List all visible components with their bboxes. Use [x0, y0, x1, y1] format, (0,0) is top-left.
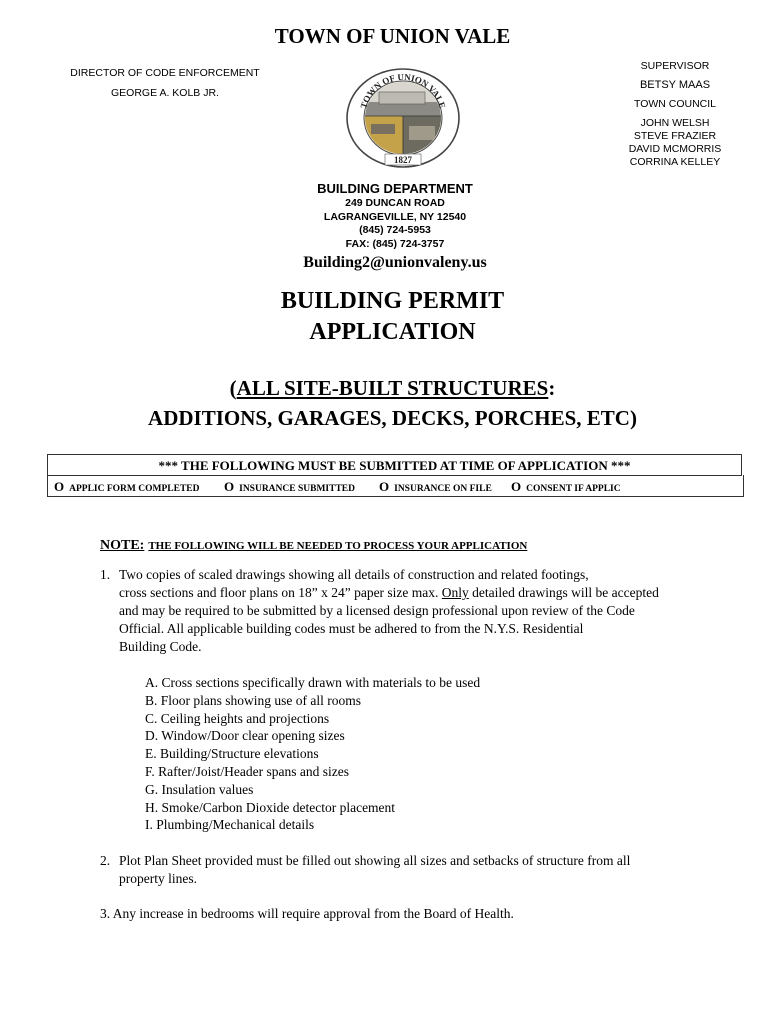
department-email: Building2@unionvaleny.us	[303, 254, 487, 271]
department-fax: FAX: (845) 724-3757	[345, 237, 445, 250]
checklist-item[interactable]	[54, 478, 199, 496]
officials-block	[600, 60, 750, 169]
checkbox-circle-icon: O	[511, 479, 522, 494]
document-subtitle	[0, 373, 770, 433]
checklist-item-label: INSURANCE ON FILE	[394, 484, 492, 494]
council-member: JOHN WELSH	[640, 117, 710, 129]
checklist-item[interactable]	[379, 478, 492, 496]
document-title-line2: APPLICATION	[309, 319, 476, 345]
requirement-line: Plot Plan Sheet provided must be filled out showing all sizes and setbacks of structure from all	[119, 853, 631, 868]
submission-header-box	[47, 454, 742, 476]
checklist-item-label: CONSENT IF APPLIC	[526, 484, 621, 494]
list-item: H. Smoke/Carbon Dioxide detector placement	[145, 799, 396, 815]
town-seal-logo	[345, 68, 461, 168]
checklist-item[interactable]	[511, 478, 621, 496]
requirement-line: cross sections and floor plans on 18” x 24” paper size max.	[119, 585, 442, 600]
checkbox-circle-icon: O	[379, 479, 390, 494]
requirement-item-3: 3. Any increase in bedrooms will require approval from the Board of Health.	[100, 906, 514, 921]
requirement-item-2	[100, 852, 740, 888]
supervisor-label: SUPERVISOR	[640, 60, 710, 72]
requirement-line: Official. All applicable building codes must be adhered to from the N.Y.S. Residential	[119, 621, 584, 636]
submission-header: *** THE FOLLOWING MUST BE SUBMITTED AT TIME OF APPLICATION ***	[158, 458, 631, 473]
list-item: C. Ceiling heights and projections	[145, 710, 330, 726]
department-title: BUILDING DEPARTMENT	[317, 181, 473, 196]
submission-checklist	[47, 475, 744, 497]
council-member: STEVE FRAZIER	[633, 130, 717, 142]
subtitle-open-paren: (	[229, 376, 237, 400]
director-label: DIRECTOR OF CODE ENFORCEMENT	[70, 67, 260, 79]
list-item: G. Insulation values	[145, 781, 254, 797]
subtitle-underlined: ALL SITE-BUILT STRUCTURES	[236, 376, 549, 400]
council-label: TOWN COUNCIL	[633, 98, 717, 110]
requirement-line: Building Code.	[119, 639, 202, 654]
list-item: B. Floor plans showing use of all rooms	[145, 692, 361, 708]
requirement-number: 2.	[100, 853, 111, 868]
requirement-line: and may be required to be submitted by a licensed design professional upon review of the Code	[119, 603, 635, 618]
note-label: NOTE:	[100, 538, 145, 553]
drawing-requirements-list	[145, 674, 480, 834]
document-title	[0, 286, 770, 348]
council-member: DAVID MCMORRIS	[628, 143, 722, 155]
requirement-number: 1.	[100, 567, 111, 582]
department-address-line2: LAGRANGEVILLE, NY 12540	[323, 210, 467, 223]
checklist-item[interactable]	[224, 478, 355, 496]
list-item: D. Window/Door clear opening sizes	[145, 728, 345, 744]
requirement-line: detailed drawings will be accepted	[468, 585, 659, 600]
department-phone: (845) 724-5953	[359, 224, 431, 236]
council-member: CORRINA KELLEY	[629, 156, 721, 168]
checkbox-circle-icon: O	[224, 479, 235, 494]
requirement-line: Two copies of scaled drawings showing all details of construction and related footings,	[119, 567, 589, 582]
subtitle-colon: :	[548, 376, 556, 400]
requirement-emphasis: Only	[441, 585, 469, 600]
document-title-line1: BUILDING PERMIT	[280, 288, 505, 314]
note-text: THE FOLLOWING WILL BE NEEDED TO PROCESS YOUR APPLICATION	[148, 540, 528, 552]
requirement-item-1	[100, 566, 740, 656]
list-item: A. Cross sections specifically drawn with materials to be used	[145, 675, 481, 690]
seal-year: 1827	[394, 155, 412, 165]
department-address-line1: 249 DUNCAN ROAD	[345, 197, 445, 209]
list-item: I. Plumbing/Mechanical details	[145, 817, 315, 833]
subtitle-line2: ADDITIONS, GARAGES, DECKS, PORCHES, ETC)	[148, 406, 637, 430]
note	[100, 536, 527, 554]
seal-arc-text: TOWN OF UNION VALE	[358, 71, 448, 110]
checklist-item-label: INSURANCE SUBMITTED	[239, 484, 355, 494]
checkbox-circle-icon: O	[54, 479, 65, 494]
director-block	[40, 63, 290, 103]
director-name: GEORGE A. KOLB JR.	[111, 87, 219, 99]
list-item: E. Building/Structure elevations	[145, 746, 319, 762]
department-block	[245, 181, 545, 273]
supervisor-name: BETSY MAAS	[639, 79, 711, 91]
list-item: F. Rafter/Joist/Header spans and sizes	[145, 763, 349, 779]
town-title: TOWN OF UNION VALE	[274, 24, 511, 48]
checklist-item-label: APPLIC FORM COMPLETED	[69, 484, 200, 494]
requirement-line: property lines.	[119, 871, 197, 886]
